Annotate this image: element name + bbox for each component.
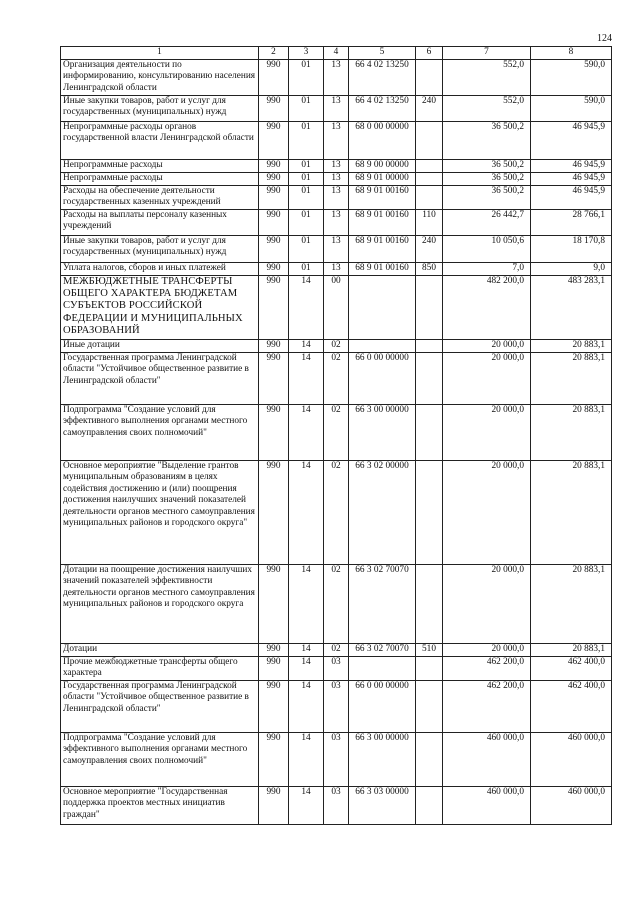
row-subsection: 13 [324, 122, 349, 160]
row-section: 14 [289, 681, 324, 733]
row-sum-year1: 20 000,0 [443, 353, 531, 405]
row-sum-year1: 462 200,0 [443, 657, 531, 681]
row-subsection: 00 [324, 276, 349, 340]
row-subsection: 13 [324, 173, 349, 186]
table-header-row [61, 47, 612, 60]
table-row [61, 733, 612, 787]
row-name: Основное мероприятие "Выделение грантов муниципальным образованиям в целях содействия достижению и (или) поощрения достижения наилучших значений показателей деятельности органов местного самоуправления муниципальных районов и городского округа" [61, 461, 259, 565]
row-sum-year1: 20 000,0 [443, 644, 531, 657]
row-expense-type [416, 733, 443, 787]
row-sum-year2: 462 400,0 [531, 657, 612, 681]
row-sum-year1: 460 000,0 [443, 733, 531, 787]
row-section: 01 [289, 263, 324, 276]
row-target-article: 66 3 00 00000 [349, 405, 416, 461]
row-name: Непрограммные расходы органов государственной власти Ленинградской области [61, 122, 259, 160]
row-code: 990 [259, 461, 289, 565]
row-code: 990 [259, 173, 289, 186]
row-code: 990 [259, 681, 289, 733]
row-expense-type [416, 787, 443, 825]
row-sum-year2: 18 170,8 [531, 236, 612, 263]
table-row [61, 263, 612, 276]
row-target-article: 66 0 00 00000 [349, 353, 416, 405]
row-section: 01 [289, 173, 324, 186]
row-code: 990 [259, 565, 289, 644]
row-sum-year2: 483 283,1 [531, 276, 612, 340]
row-subsection: 03 [324, 657, 349, 681]
row-sum-year1: 10 050,6 [443, 236, 531, 263]
row-sum-year1: 36 500,2 [443, 186, 531, 210]
row-target-article: 66 3 02 00000 [349, 461, 416, 565]
row-code: 990 [259, 657, 289, 681]
row-target-article: 68 9 01 00160 [349, 236, 416, 263]
row-sum-year2: 460 000,0 [531, 733, 612, 787]
table-row [61, 160, 612, 173]
row-sum-year2: 590,0 [531, 96, 612, 122]
row-sum-year1: 482 200,0 [443, 276, 531, 340]
row-target-article: 68 0 00 00000 [349, 122, 416, 160]
row-target-article: 66 4 02 13250 [349, 60, 416, 96]
row-sum-year1: 460 000,0 [443, 787, 531, 825]
row-sum-year2: 460 000,0 [531, 787, 612, 825]
row-expense-type: 240 [416, 236, 443, 263]
row-code: 990 [259, 122, 289, 160]
row-subsection: 03 [324, 681, 349, 733]
row-subsection: 02 [324, 461, 349, 565]
row-expense-type [416, 173, 443, 186]
row-expense-type [416, 160, 443, 173]
row-section: 14 [289, 276, 324, 340]
row-expense-type [416, 186, 443, 210]
row-section: 14 [289, 461, 324, 565]
row-name: Расходы на выплаты персоналу казенных учреждений [61, 210, 259, 236]
row-subsection: 02 [324, 353, 349, 405]
row-sum-year2: 20 883,1 [531, 644, 612, 657]
row-sum-year2: 9,0 [531, 263, 612, 276]
table-row [61, 186, 612, 210]
row-subsection: 13 [324, 96, 349, 122]
row-subsection: 02 [324, 565, 349, 644]
row-target-article: 68 9 01 00000 [349, 173, 416, 186]
row-code: 990 [259, 60, 289, 96]
row-target-article: 66 3 02 70070 [349, 565, 416, 644]
row-code: 990 [259, 96, 289, 122]
table-row [61, 353, 612, 405]
row-name: Расходы на обеспечение деятельности государственных казенных учреждений [61, 186, 259, 210]
row-expense-type: 240 [416, 96, 443, 122]
row-name: Подпрограмма "Создание условий для эффективного выполнения органами местного самоуправления своих полномочий" [61, 405, 259, 461]
row-subsection: 13 [324, 60, 349, 96]
row-sum-year2: 46 945,9 [531, 186, 612, 210]
row-sum-year2: 20 883,1 [531, 461, 612, 565]
row-section: 14 [289, 353, 324, 405]
table-row [61, 122, 612, 160]
row-name: Основное мероприятие "Государственная поддержка проектов местных инициатив граждан" [61, 787, 259, 825]
row-name: Дотации на поощрение достижения наилучших значений показателей эффективности деятельности органов местного самоуправления муниципальных районов и городского округа [61, 565, 259, 644]
column-header: 7 [443, 47, 531, 60]
row-section: 14 [289, 657, 324, 681]
row-expense-type: 510 [416, 644, 443, 657]
row-expense-type [416, 657, 443, 681]
row-name: МЕЖБЮДЖЕТНЫЕ ТРАНСФЕРТЫ ОБЩЕГО ХАРАКТЕРА БЮДЖЕТАМ СУБЪЕКТОВ РОССИЙСКОЙ ФЕДЕРАЦИИ И МУНИЦИПАЛЬНЫХ ОБРАЗОВАНИЙ [61, 276, 259, 340]
row-sum-year1: 20 000,0 [443, 461, 531, 565]
page-number: 124 [597, 33, 612, 44]
row-name: Непрограммные расходы [61, 173, 259, 186]
row-expense-type [416, 353, 443, 405]
row-section: 14 [289, 565, 324, 644]
row-code: 990 [259, 353, 289, 405]
row-code: 990 [259, 644, 289, 657]
row-sum-year1: 36 500,2 [443, 160, 531, 173]
row-sum-year2: 46 945,9 [531, 173, 612, 186]
row-sum-year2: 20 883,1 [531, 353, 612, 405]
row-code: 990 [259, 160, 289, 173]
table-row [61, 236, 612, 263]
row-name: Непрограммные расходы [61, 160, 259, 173]
column-header: 3 [289, 47, 324, 60]
row-target-article: 66 3 03 00000 [349, 787, 416, 825]
row-code: 990 [259, 340, 289, 353]
row-expense-type [416, 340, 443, 353]
row-subsection: 13 [324, 160, 349, 173]
row-sum-year1: 462 200,0 [443, 681, 531, 733]
table-row [61, 657, 612, 681]
row-section: 01 [289, 236, 324, 263]
row-name: Государственная программа Ленинградской области "Устойчивое общественное развитие в Ленинградской области" [61, 681, 259, 733]
row-target-article: 66 4 02 13250 [349, 96, 416, 122]
table-row [61, 644, 612, 657]
row-expense-type [416, 681, 443, 733]
row-section: 14 [289, 644, 324, 657]
row-section: 01 [289, 210, 324, 236]
row-code: 990 [259, 733, 289, 787]
row-subsection: 03 [324, 733, 349, 787]
column-header: 5 [349, 47, 416, 60]
row-sum-year2: 46 945,9 [531, 160, 612, 173]
column-header: 6 [416, 47, 443, 60]
row-target-article: 66 3 02 70070 [349, 644, 416, 657]
row-target-article: 68 9 01 00160 [349, 186, 416, 210]
row-subsection: 02 [324, 644, 349, 657]
row-target-article: 66 0 00 00000 [349, 681, 416, 733]
row-name: Иные дотации [61, 340, 259, 353]
column-header: 2 [259, 47, 289, 60]
row-target-article: 68 9 01 00160 [349, 210, 416, 236]
row-subsection: 02 [324, 340, 349, 353]
table-row [61, 565, 612, 644]
row-subsection: 13 [324, 263, 349, 276]
row-code: 990 [259, 263, 289, 276]
row-code: 990 [259, 236, 289, 263]
table-row [61, 210, 612, 236]
row-target-article [349, 276, 416, 340]
row-section: 01 [289, 186, 324, 210]
row-target-article: 68 9 00 00000 [349, 160, 416, 173]
row-expense-type [416, 60, 443, 96]
row-name: Прочие межбюджетные трансферты общего характера [61, 657, 259, 681]
row-name: Подпрограмма "Создание условий для эффективного выполнения органами местного самоуправления своих полномочий" [61, 733, 259, 787]
table-row [61, 787, 612, 825]
row-subsection: 13 [324, 210, 349, 236]
table-row [61, 276, 612, 340]
row-name: Государственная программа Ленинградской области "Устойчивое общественное развитие в Ленинградской области" [61, 353, 259, 405]
row-code: 990 [259, 276, 289, 340]
row-code: 990 [259, 787, 289, 825]
row-name: Организация деятельности по информированию, консультированию населения Ленинградской области [61, 60, 259, 96]
row-code: 990 [259, 405, 289, 461]
row-code: 990 [259, 186, 289, 210]
row-sum-year1: 7,0 [443, 263, 531, 276]
budget-table [60, 46, 612, 825]
row-sum-year2: 28 766,1 [531, 210, 612, 236]
row-name: Иные закупки товаров, работ и услуг для государственных (муниципальных) нужд [61, 96, 259, 122]
table-row [61, 405, 612, 461]
table-row [61, 173, 612, 186]
row-subsection: 13 [324, 236, 349, 263]
row-target-article [349, 657, 416, 681]
row-expense-type: 110 [416, 210, 443, 236]
row-section: 01 [289, 96, 324, 122]
row-section: 01 [289, 160, 324, 173]
row-code: 990 [259, 210, 289, 236]
row-sum-year1: 36 500,2 [443, 173, 531, 186]
row-target-article: 66 3 00 00000 [349, 733, 416, 787]
table-row [61, 96, 612, 122]
row-sum-year2: 590,0 [531, 60, 612, 96]
row-subsection: 13 [324, 186, 349, 210]
row-expense-type [416, 405, 443, 461]
row-expense-type: 850 [416, 263, 443, 276]
row-name: Иные закупки товаров, работ и услуг для государственных (муниципальных) нужд [61, 236, 259, 263]
row-section: 01 [289, 60, 324, 96]
row-expense-type [416, 122, 443, 160]
row-target-article: 68 9 01 00160 [349, 263, 416, 276]
row-section: 01 [289, 122, 324, 160]
column-header: 4 [324, 47, 349, 60]
row-sum-year1: 552,0 [443, 96, 531, 122]
row-sum-year2: 20 883,1 [531, 340, 612, 353]
row-sum-year2: 20 883,1 [531, 405, 612, 461]
row-sum-year2: 46 945,9 [531, 122, 612, 160]
row-sum-year1: 36 500,2 [443, 122, 531, 160]
row-sum-year1: 20 000,0 [443, 405, 531, 461]
row-section: 14 [289, 787, 324, 825]
row-sum-year2: 20 883,1 [531, 565, 612, 644]
row-expense-type [416, 276, 443, 340]
row-expense-type [416, 461, 443, 565]
row-subsection: 03 [324, 787, 349, 825]
row-sum-year2: 462 400,0 [531, 681, 612, 733]
row-name: Уплата налогов, сборов и иных платежей [61, 263, 259, 276]
row-section: 14 [289, 405, 324, 461]
table-row [61, 340, 612, 353]
table-row [61, 461, 612, 565]
column-header: 1 [61, 47, 259, 60]
row-section: 14 [289, 733, 324, 787]
row-section: 14 [289, 340, 324, 353]
row-target-article [349, 340, 416, 353]
row-expense-type [416, 565, 443, 644]
column-header: 8 [531, 47, 612, 60]
row-name: Дотации [61, 644, 259, 657]
table-row [61, 60, 612, 96]
row-sum-year1: 20 000,0 [443, 340, 531, 353]
table-row [61, 681, 612, 733]
row-sum-year1: 552,0 [443, 60, 531, 96]
row-subsection: 02 [324, 405, 349, 461]
row-sum-year1: 26 442,7 [443, 210, 531, 236]
row-sum-year1: 20 000,0 [443, 565, 531, 644]
